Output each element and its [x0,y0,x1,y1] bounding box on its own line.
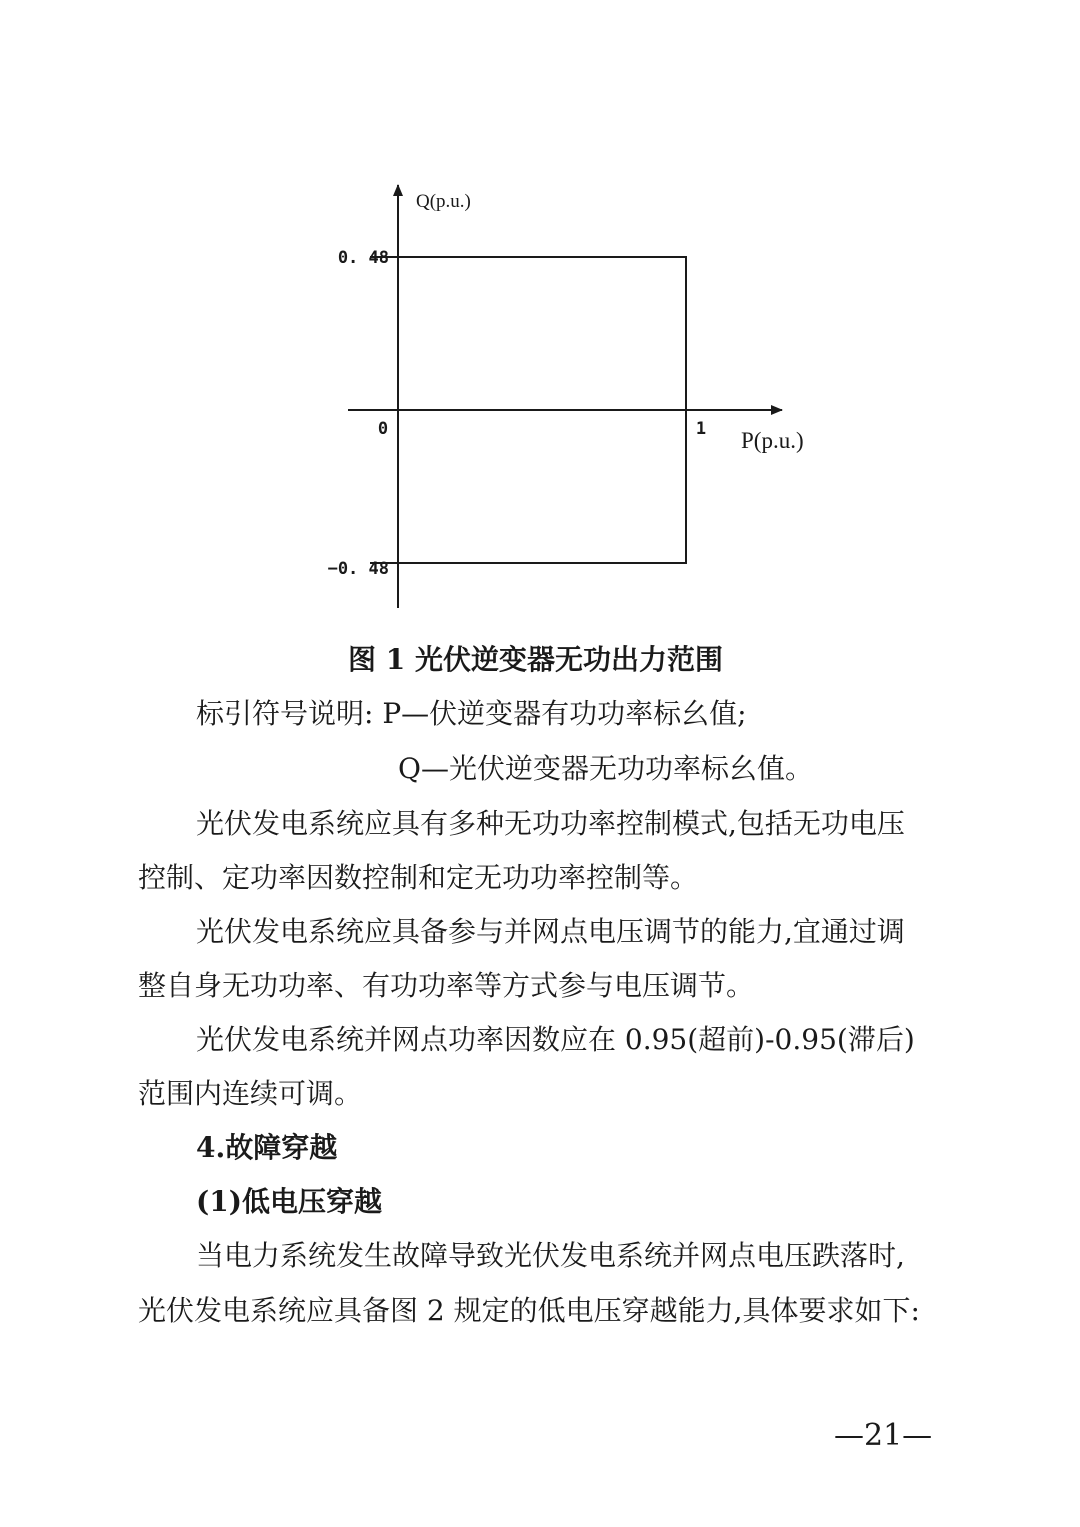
legend-line-2: Q—光伏逆变器无功功率标幺值。 [398,752,813,785]
legend-line-1: 标引符号说明: P—伏逆变器有功功率标幺值; [196,697,747,730]
section-para-line-2: 光伏发电系统应具备图 2 规定的低电压穿越能力,具体要求如下: [138,1294,920,1327]
figure-caption: 图 1 光伏逆变器无功出力范围 [348,643,723,676]
origin-label: 0 [377,419,389,439]
paragraph-3-line-2: 范围内连续可调。 [138,1077,363,1110]
x-axis-label: P(p.u.) [741,428,804,453]
paragraph-2-line-2: 整自身无功功率、有功功率等方式参与电压调节。 [138,969,755,1002]
reactive-power-range-chart [0,0,1080,640]
paragraph-1-line-1: 光伏发电系统应具有多种无功功率控制模式,包括无功电压 [196,807,905,840]
paragraph-3-line-1: 光伏发电系统并网点功率因数应在 0.95(超前)-0.95(滞后) [196,1023,915,1056]
paragraph-1-line-2: 控制、定功率因数控制和定无功功率控制等。 [138,861,699,894]
y-axis-label: Q(p.u.) [416,191,471,212]
paragraph-2-line-1: 光伏发电系统应具备参与并网点电压调节的能力,宜通过调 [196,915,905,948]
section-para-line-1: 当电力系统发生故障导致光伏发电系统并网点电压跌落时, [196,1239,905,1272]
tick-label-p-one: 1 [695,419,707,439]
tick-label-q-neg: −0. 48 [327,559,389,579]
page-number: —21— [834,1418,933,1453]
section-subheading: (1)低电压穿越 [196,1185,382,1218]
section-heading: 4.故障穿越 [196,1131,338,1164]
tick-label-q-pos: 0. 48 [337,248,389,268]
